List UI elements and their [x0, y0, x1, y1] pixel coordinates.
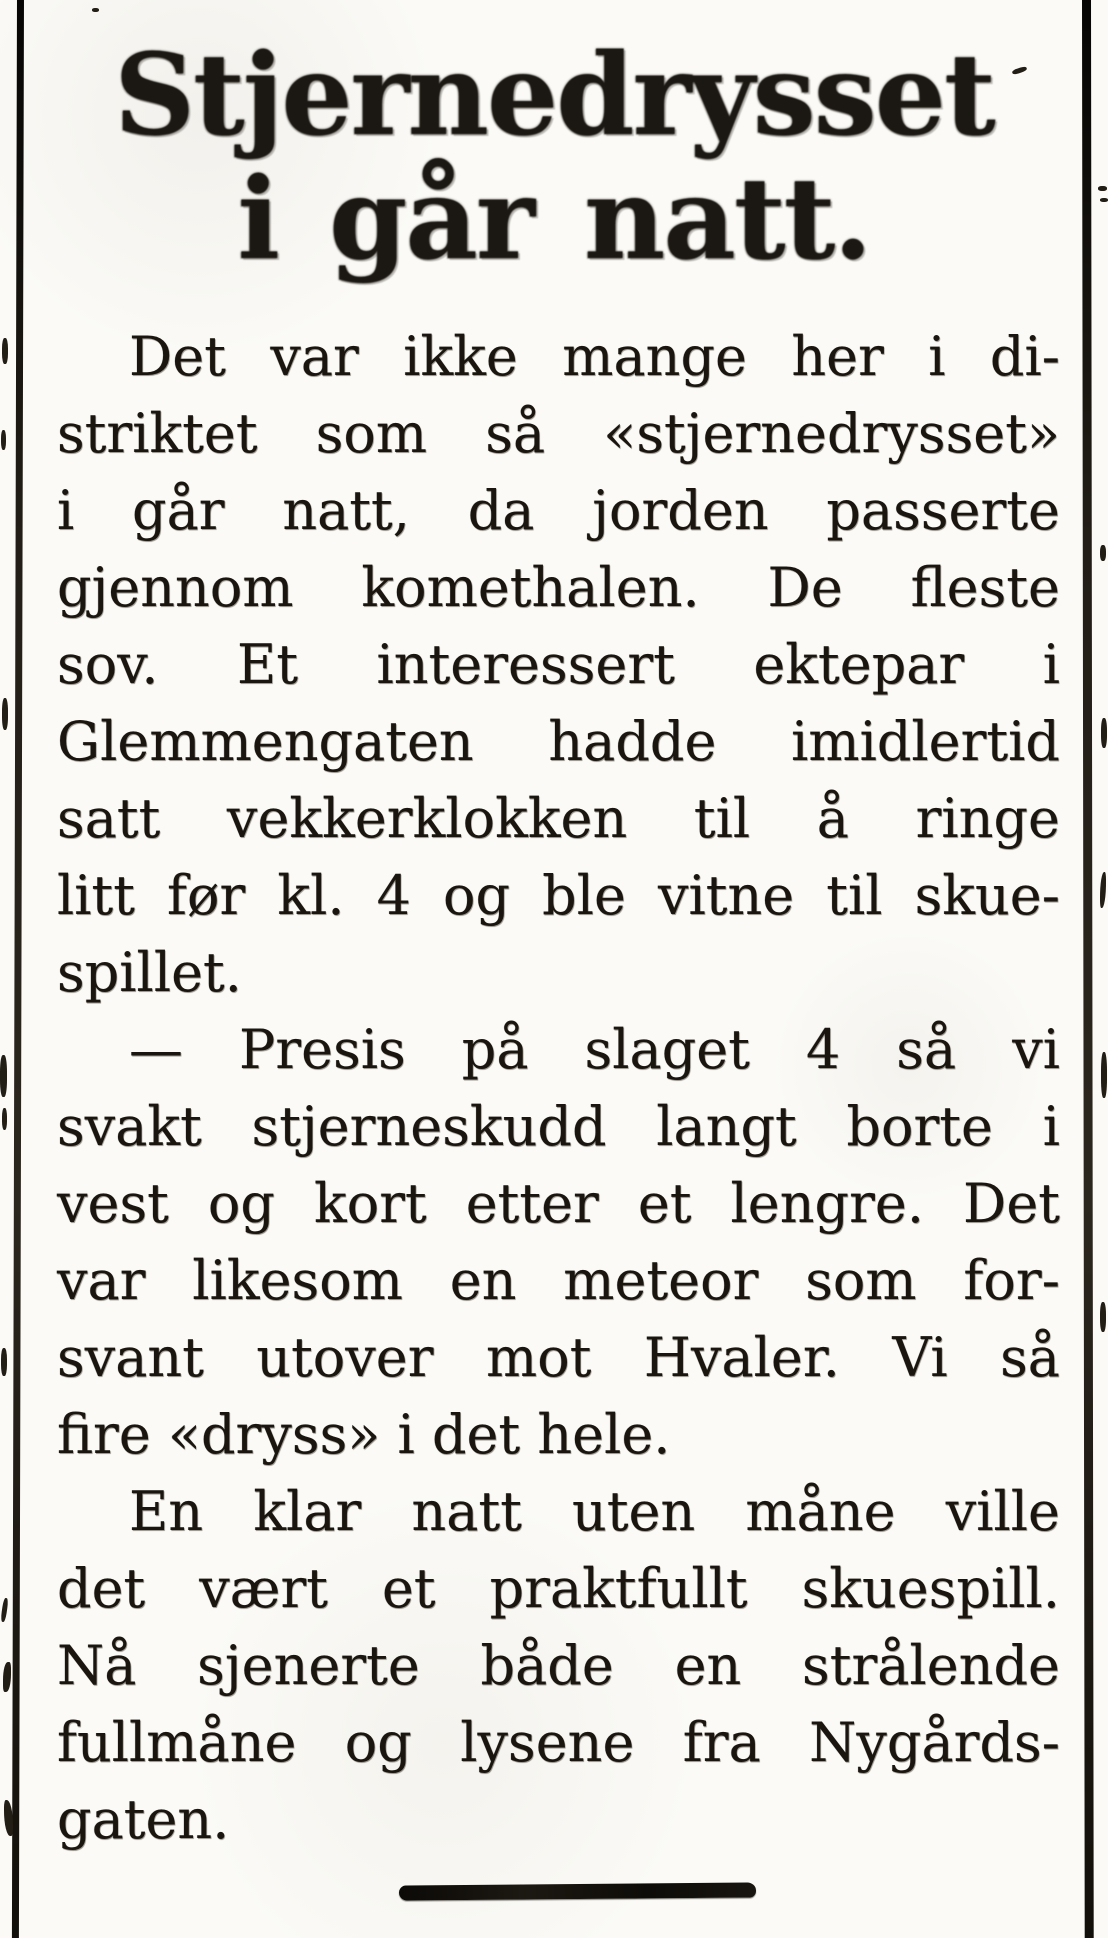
article-line: svant utover mot Hvaler. Vi så	[57, 1326, 1060, 1389]
article-line: det vært et praktfullt skuespill.	[57, 1557, 1060, 1620]
article-line: litt før kl. 4 og ble vitne til skue-	[57, 864, 1060, 927]
article-line: striktet som så «stjernedrysset»	[57, 402, 1060, 465]
article-line: fire «dryss» i det hele.	[57, 1403, 671, 1466]
scan-mark	[1101, 718, 1107, 748]
scan-mark	[1100, 1302, 1106, 1332]
article-line: satt vekkerklokken til å ringe	[57, 787, 1060, 850]
scan-mark	[0, 1055, 7, 1097]
article-line: Nå sjenerte både en strålende	[57, 1634, 1060, 1697]
left-column-rule	[12, 0, 24, 1938]
scan-mark	[0, 1598, 8, 1622]
article-line: fullmåne og lysene fra Nygårds-	[57, 1711, 1060, 1774]
scan-mark	[2, 698, 8, 730]
article-headline	[30, 30, 1078, 285]
scan-mark	[1101, 1052, 1107, 1098]
article-line: sov. Et interessert ektepar i	[57, 633, 1060, 696]
article-line: var likesom en meteor som for-	[57, 1249, 1060, 1312]
scan-mark	[1, 1348, 7, 1376]
article-line: Det var ikke mange her i di-	[129, 325, 1060, 388]
right-column-rule	[1082, 0, 1094, 1938]
headline-line-2: i går natt.	[237, 154, 871, 285]
article-line: — Presis på slaget 4 så vi	[129, 1018, 1060, 1081]
scan-mark	[1098, 186, 1107, 191]
article-line: Glemmengaten hadde imidlertid	[57, 710, 1060, 773]
scan-speck	[92, 8, 99, 12]
scan-mark	[1100, 545, 1106, 561]
article-end-rule	[399, 1882, 756, 1900]
article-line: gjennom komethalen. De fleste	[57, 556, 1060, 619]
scan-mark	[2, 338, 8, 364]
article-body	[57, 318, 1060, 1858]
article-line: svakt stjerneskudd langt borte i	[57, 1095, 1060, 1158]
scan-mark	[1, 430, 6, 450]
scan-mark	[1100, 872, 1106, 908]
article-line: vest og kort etter et lengre. Det	[57, 1172, 1060, 1235]
article-line: i går natt, da jorden passerte	[57, 479, 1060, 542]
article-line: gaten.	[57, 1788, 230, 1851]
scan-mark	[1100, 198, 1108, 202]
scan-mark	[3, 1662, 11, 1692]
headline-line-1: Stjernedrysset	[114, 30, 994, 161]
article-line: En klar natt uten måne ville	[129, 1480, 1060, 1543]
article-line: spillet.	[57, 941, 242, 1004]
scan-mark	[2, 1108, 7, 1130]
